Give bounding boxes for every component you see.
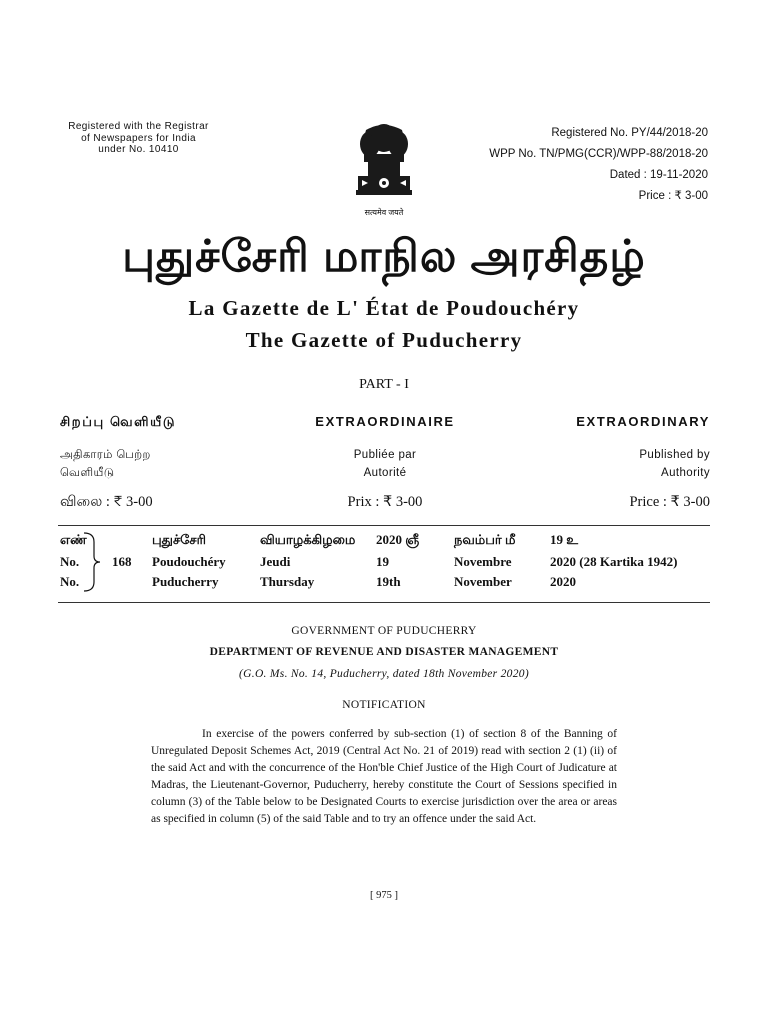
registration-line: Registered with the Registrar xyxy=(68,121,209,132)
curly-brace-icon xyxy=(82,532,100,592)
issue-place: Poudouchéry xyxy=(152,554,226,569)
issue-year: 19 உ xyxy=(550,532,579,547)
gazette-title-french: La Gazette de L' État de Poudouchéry xyxy=(188,296,580,320)
issue-month: நவம்பர் மீ xyxy=(454,532,516,547)
issue-day: Jeudi xyxy=(260,554,291,569)
authority-english-line: Published by xyxy=(639,449,710,461)
issue-row-english xyxy=(58,574,710,594)
wpp-number: WPP No. TN/PMG(CCR)/WPP-88/2018-20 xyxy=(489,148,708,160)
edition-english: EXTRAORDINARY xyxy=(576,414,710,429)
authority-tamil-line: அதிகாரம் பெற்ற xyxy=(60,449,151,461)
issue-place: புதுச்சேரி xyxy=(152,532,206,547)
price-tamil: விலை : ₹ 3-00 xyxy=(60,494,153,510)
price-english: Price : ₹ 3-00 xyxy=(629,494,710,510)
authority-tamil xyxy=(60,446,275,482)
issue-day: Thursday xyxy=(260,574,315,589)
registered-number: Registered No. PY/44/2018-20 xyxy=(551,127,708,139)
go-reference: (G.O. Ms. No. 14, Puducherry, dated 18th November 2020) xyxy=(239,668,529,680)
issue-no-label: No. xyxy=(60,554,80,569)
edition-french: EXTRAORDINAIRE xyxy=(315,414,455,429)
gazette-title-english: The Gazette of Puducherry xyxy=(245,328,523,352)
price-row xyxy=(60,494,710,512)
page-number: [ 975 ] xyxy=(370,890,398,901)
price-french: Prix : ₹ 3-00 xyxy=(347,494,423,510)
issue-date: 19th xyxy=(376,574,401,589)
dated: Dated : 19-11-2020 xyxy=(609,169,708,181)
issue-date: 19 xyxy=(376,554,389,569)
registration-details xyxy=(428,123,708,207)
national-emblem-icon xyxy=(346,118,422,220)
registration-info xyxy=(56,121,221,156)
notification-paragraph: In exercise of the powers conferred by sub-section (1) of section 8 of the Banning of Unregulated Deposit Schemes Act, 2019 (Central Act No. 21 of 2019) read with section 2 (1) (ii) of the said Act and with the concurrence of the Hon'ble Chief Justice of the High Court of Judicature at Madras, the Lieutenant-Governor, Puducherry, hereby constitute the Court of Sessions specified in column (3) of the Table below to be Designated Courts to exercise jurisdiction over the area or areas as specified in column (5) of the said Table and to try an offence under the said Act. xyxy=(151,728,617,825)
issue-month: November xyxy=(454,574,512,589)
part-label: PART - I xyxy=(359,377,409,392)
notification-heading: NOTIFICATION xyxy=(342,699,426,711)
issue-table xyxy=(58,525,710,603)
government-heading: GOVERNMENT OF PUDUCHERRY xyxy=(291,625,477,637)
edition-row xyxy=(60,414,710,431)
authority-tamil-line: வெளியீடு xyxy=(60,467,115,479)
issue-row-tamil xyxy=(58,532,710,552)
authority-row xyxy=(60,446,710,482)
issue-row-french xyxy=(58,554,710,574)
issue-month: Novembre xyxy=(454,554,512,569)
department-heading: DEPARTMENT OF REVENUE AND DISASTER MANAGEMENT xyxy=(209,646,559,658)
issue-no-label: No. xyxy=(60,574,80,589)
issue-year: 2020 (28 Kartika 1942) xyxy=(550,554,678,569)
edition-tamil: சிறப்பு வெளியீடு xyxy=(60,414,177,429)
issue-day: வியாழக்கிழமை xyxy=(260,532,356,547)
issue-date: 2020 ஞீ xyxy=(376,532,420,547)
authority-english xyxy=(496,446,711,482)
header-price: Price : ₹ 3-00 xyxy=(638,190,708,202)
emblem-motto: सत्यमेव जयते xyxy=(364,208,404,217)
authority-french-line: Autorité xyxy=(363,467,407,479)
issue-year: 2020 xyxy=(550,574,576,589)
issue-place: Puducherry xyxy=(152,574,219,589)
issue-number: 168 xyxy=(112,554,132,569)
gazette-title-tamil: புதுச்சேரி மாநில அரசிதழ் xyxy=(122,232,646,281)
authority-french xyxy=(278,446,493,482)
authority-english-line: Authority xyxy=(661,467,710,479)
registration-line: under No. 10410 xyxy=(98,144,179,155)
authority-french-line: Publiée par xyxy=(353,449,417,461)
registration-line: of Newspapers for India xyxy=(81,132,196,144)
issue-no-label: எண் xyxy=(60,532,87,547)
